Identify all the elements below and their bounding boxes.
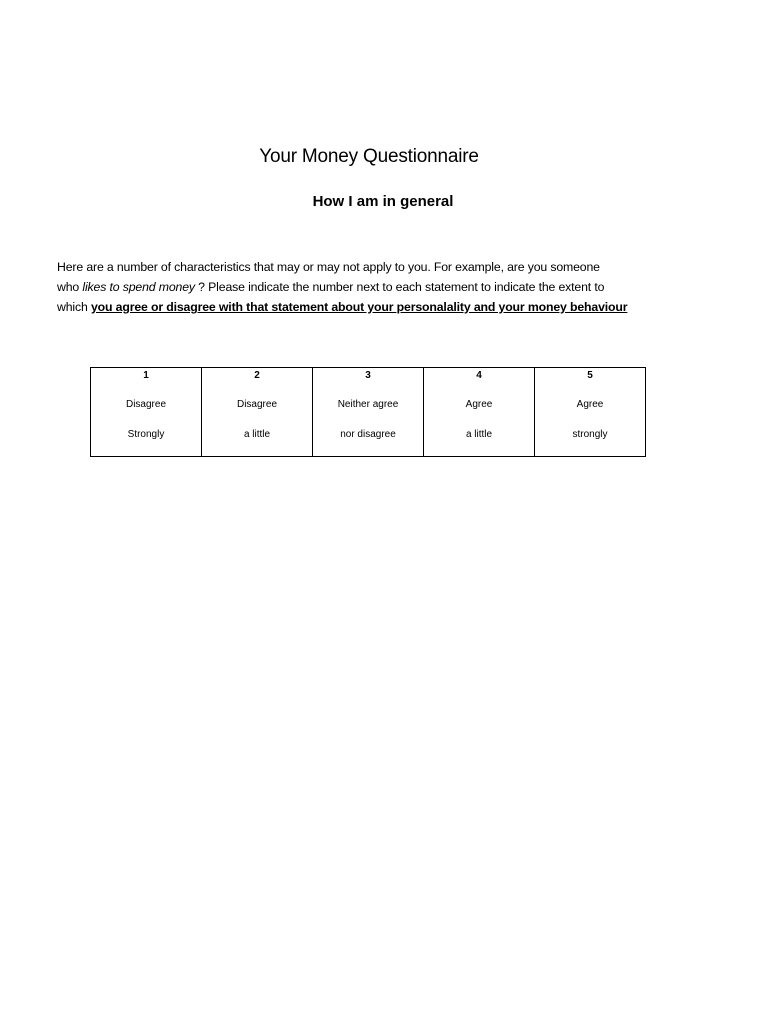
- intro-line-3-prefix: which: [57, 300, 91, 314]
- rating-scale-row: [91, 368, 646, 457]
- scale-label-line1: Disagree: [125, 399, 167, 410]
- scale-cell-4: [424, 368, 535, 457]
- intro-line-2-suffix: ? Please indicate the number next to each statement to indicate the extent to: [194, 280, 605, 294]
- intro-italic-phrase: likes to spend money: [82, 280, 195, 294]
- intro-emphasis: you agree or disagree with that statement about your personalality and your money behaviour: [90, 300, 628, 314]
- scale-cell-5: [535, 368, 646, 457]
- intro-line-1: Here are a number of characteristics that may or may not apply to you. For example, are you someone: [57, 260, 600, 274]
- intro-line-3: [57, 297, 657, 317]
- rating-scale-table: [90, 367, 646, 457]
- scale-number: 5: [587, 370, 593, 381]
- intro-line-2: [57, 277, 657, 297]
- scale-label-line1: Agree: [576, 399, 604, 410]
- scale-label-line2: strongly: [572, 429, 608, 440]
- scale-label-line2: nor disagree: [340, 429, 396, 440]
- scale-label-line2: a little: [465, 429, 493, 440]
- scale-label-line1: Neither agree: [337, 399, 399, 410]
- scale-number: 1: [143, 370, 149, 381]
- intro-paragraph: [57, 257, 657, 317]
- scale-number: 4: [476, 370, 482, 381]
- scale-label-line2: a little: [243, 429, 271, 440]
- scale-label-line1: Agree: [465, 399, 493, 410]
- scale-cell-1: [91, 368, 202, 457]
- scale-cell-3: [313, 368, 424, 457]
- intro-line-2-prefix: who: [57, 280, 83, 294]
- page-title: Your Money Questionnaire: [259, 146, 479, 167]
- scale-number: 3: [365, 370, 371, 381]
- scale-number: 2: [254, 370, 260, 381]
- scale-label-line2: Strongly: [127, 429, 165, 440]
- scale-label-line1: Disagree: [236, 399, 278, 410]
- scale-cell-2: [202, 368, 313, 457]
- section-subtitle: How I am in general: [312, 193, 454, 210]
